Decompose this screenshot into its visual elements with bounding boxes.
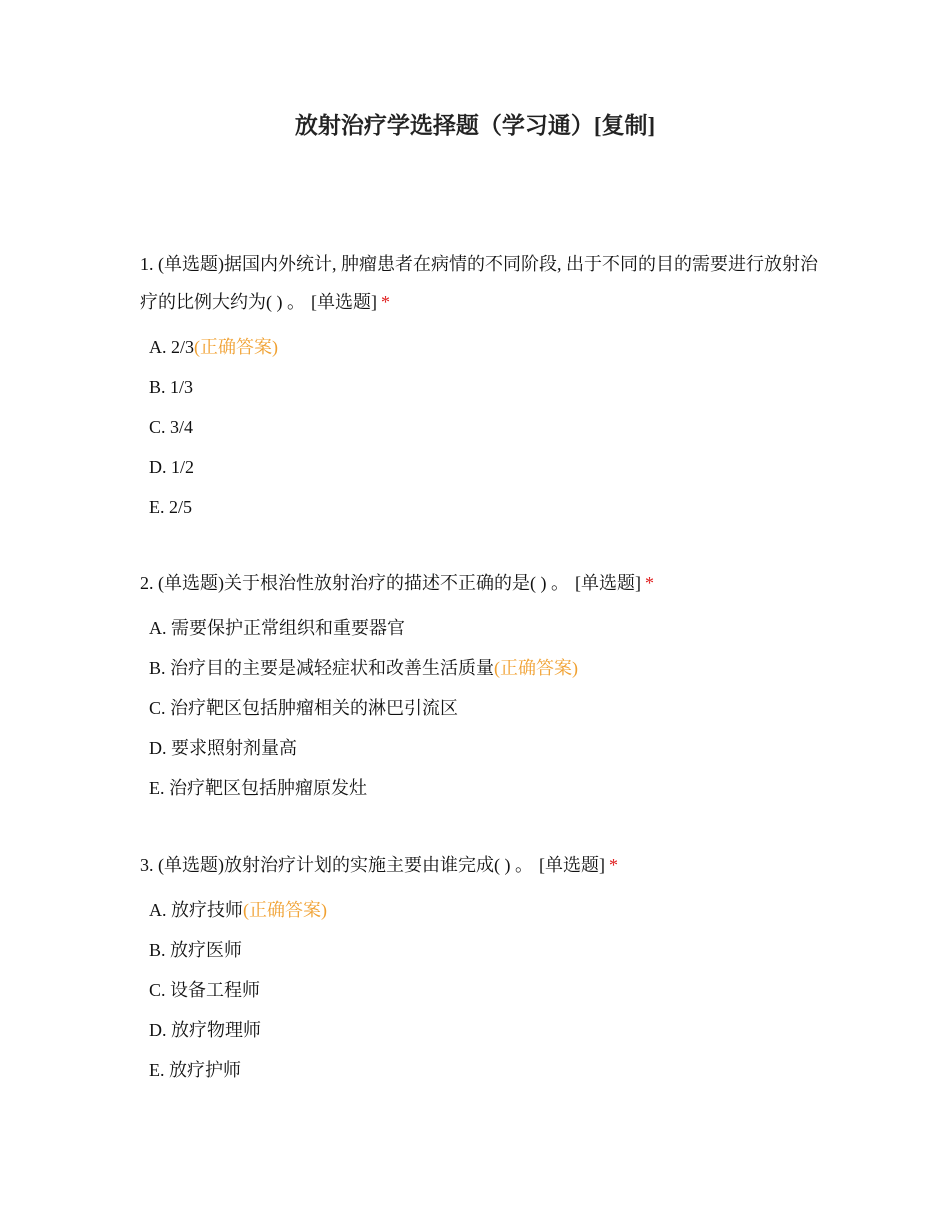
option-b[interactable]	[140, 648, 820, 688]
option-d[interactable]	[140, 728, 820, 768]
option-letter: C.	[149, 698, 166, 718]
question-3	[140, 846, 820, 1090]
copy-tag: [复制]	[593, 113, 656, 138]
question-stem	[140, 846, 820, 884]
question-stem	[140, 245, 820, 321]
option-text: 3/4	[170, 417, 194, 437]
page-title	[0, 110, 950, 142]
option-letter: E.	[149, 1060, 165, 1080]
option-text: 放疗护师	[169, 1060, 241, 1080]
option-letter: C.	[149, 980, 166, 1000]
option-text: 设备工程师	[170, 980, 261, 1000]
question-type-tag: [单选题]	[538, 855, 605, 875]
correct-answer-mark: (正确答案)	[194, 337, 279, 357]
correct-answer-mark: (正确答案)	[494, 658, 579, 678]
question-text: (单选题)关于根治性放射治疗的描述不正确的是( ) 。	[158, 573, 569, 593]
question-stem	[140, 564, 820, 602]
question-number: 2.	[140, 573, 154, 593]
question-type-tag: [单选题]	[311, 292, 377, 312]
option-letter: B.	[149, 377, 166, 397]
option-list	[140, 327, 820, 527]
option-text: 2/5	[169, 497, 193, 517]
option-letter: A.	[149, 337, 167, 357]
option-text: 2/3	[171, 337, 195, 357]
option-text: 需要保护正常组织和重要器官	[171, 618, 405, 638]
option-e[interactable]	[140, 768, 820, 808]
option-list	[140, 608, 820, 808]
option-a[interactable]	[140, 890, 820, 930]
option-text: 要求照射剂量高	[171, 738, 297, 758]
question-2	[140, 564, 820, 808]
option-b[interactable]	[140, 367, 820, 407]
required-mark: *	[644, 573, 654, 593]
option-d[interactable]	[140, 1010, 820, 1050]
required-mark: *	[381, 292, 390, 312]
option-letter: B.	[149, 658, 166, 678]
option-text: 放疗物理师	[171, 1020, 261, 1040]
option-c[interactable]	[140, 407, 820, 447]
option-c[interactable]	[140, 688, 820, 728]
correct-answer-mark: (正确答案)	[243, 900, 327, 920]
option-e[interactable]	[140, 1050, 820, 1090]
option-letter: A.	[149, 900, 167, 920]
option-letter: D.	[149, 738, 167, 758]
question-number: 3.	[140, 855, 154, 875]
option-a[interactable]	[140, 608, 820, 648]
option-letter: E.	[149, 497, 165, 517]
option-letter: E.	[149, 778, 165, 798]
option-letter: A.	[149, 618, 167, 638]
question-1	[140, 245, 820, 527]
option-text: 放疗医师	[170, 940, 243, 960]
option-letter: D.	[149, 1020, 167, 1040]
option-text: 1/2	[171, 457, 195, 477]
option-b[interactable]	[140, 930, 820, 970]
option-letter: D.	[149, 457, 167, 477]
page-title-text: 放射治疗学选择题（学习通）	[294, 113, 594, 138]
option-text: 治疗靶区包括肿瘤相关的淋巴引流区	[170, 698, 459, 718]
question-text: (单选题)据国内外统计, 肿瘤患者在病情的不同阶段, 出于不同的目的需要进行放射治疗的比例大约为( ) 。	[140, 254, 818, 312]
option-text: 1/3	[170, 377, 194, 397]
option-c[interactable]	[140, 970, 820, 1010]
option-e[interactable]	[140, 487, 820, 527]
option-text: 治疗靶区包括肿瘤原发灶	[169, 778, 367, 798]
question-text: (单选题)放射治疗计划的实施主要由谁完成( ) 。	[158, 855, 533, 875]
option-text: 治疗目的主要是减轻症状和改善生活质量	[170, 658, 495, 678]
option-letter: C.	[149, 417, 166, 437]
option-a[interactable]	[140, 327, 820, 367]
required-mark: *	[608, 855, 618, 875]
option-d[interactable]	[140, 447, 820, 487]
question-type-tag: [单选题]	[574, 573, 641, 593]
option-text: 放疗技师	[171, 900, 243, 920]
option-list	[140, 890, 820, 1090]
option-letter: B.	[149, 940, 166, 960]
question-number: 1.	[140, 254, 154, 274]
